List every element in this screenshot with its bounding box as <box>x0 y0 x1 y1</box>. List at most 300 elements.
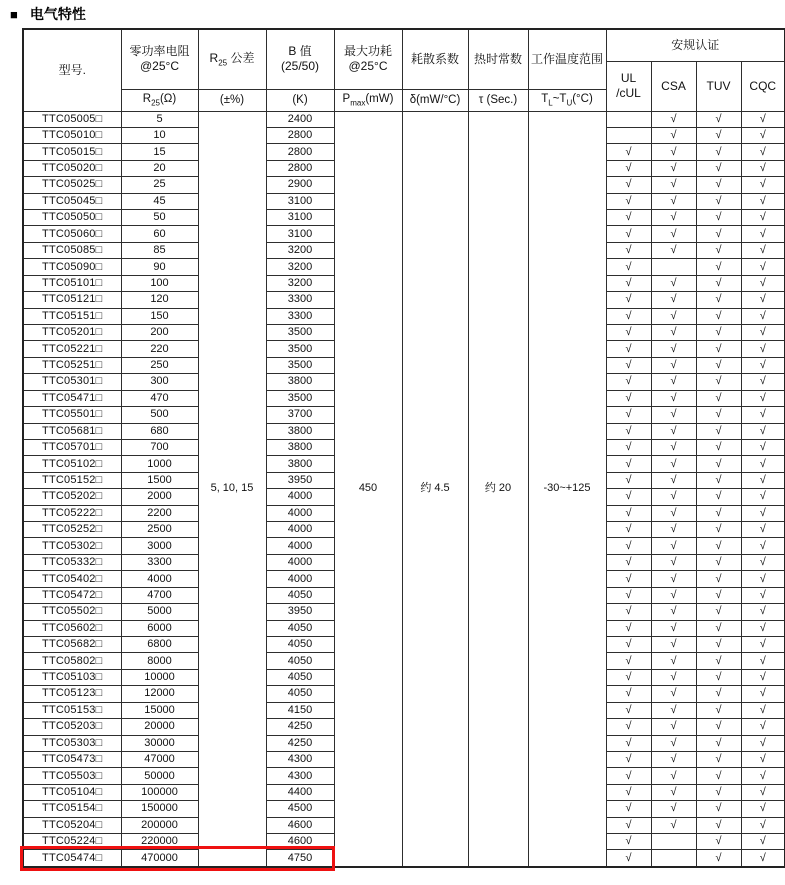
csa-cert-cell: √ <box>651 242 696 258</box>
ul-cert-cell: √ <box>606 505 651 521</box>
model-cell: TTC05222□ <box>23 505 121 521</box>
cqc-cert-cell: √ <box>741 177 785 193</box>
tuv-cert-cell: √ <box>696 439 741 455</box>
csa-cert-cell: √ <box>651 801 696 817</box>
header-cert-tuv: TUV <box>696 61 741 111</box>
tuv-cert-cell: √ <box>696 505 741 521</box>
csa-cert-cell: √ <box>651 554 696 570</box>
b-value-cell: 4600 <box>266 834 334 850</box>
csa-cert-cell: √ <box>651 604 696 620</box>
csa-cert-cell: √ <box>651 472 696 488</box>
b-value-cell: 4300 <box>266 768 334 784</box>
r25-cell: 85 <box>121 242 198 258</box>
ul-cert-cell: √ <box>606 374 651 390</box>
csa-cert-cell: √ <box>651 144 696 160</box>
csa-cert-cell: √ <box>651 423 696 439</box>
ul-cert-cell: √ <box>606 571 651 587</box>
r25-cell: 1000 <box>121 456 198 472</box>
cqc-cert-cell: √ <box>741 653 785 669</box>
ul-cert-cell: √ <box>606 686 651 702</box>
model-cell: TTC05151□ <box>23 308 121 324</box>
csa-cert-cell: √ <box>651 587 696 603</box>
cqc-cert-cell: √ <box>741 390 785 406</box>
ul-cert-cell: √ <box>606 587 651 603</box>
tuv-cert-cell: √ <box>696 275 741 291</box>
ul-cert-cell: √ <box>606 439 651 455</box>
r25-cell: 15000 <box>121 702 198 718</box>
csa-cert-cell: √ <box>651 817 696 833</box>
tuv-cert-cell: √ <box>696 686 741 702</box>
r25-cell: 680 <box>121 423 198 439</box>
csa-cert-cell <box>651 259 696 275</box>
tuv-cert-cell: √ <box>696 801 741 817</box>
cqc-cert-cell: √ <box>741 637 785 653</box>
csa-cert-cell: √ <box>651 439 696 455</box>
model-cell: TTC05701□ <box>23 439 121 455</box>
csa-cert-cell: √ <box>651 374 696 390</box>
model-cell: TTC05152□ <box>23 472 121 488</box>
cqc-cert-cell: √ <box>741 522 785 538</box>
tuv-cert-cell: √ <box>696 554 741 570</box>
b-value-cell: 4050 <box>266 686 334 702</box>
tuv-cert-cell: √ <box>696 719 741 735</box>
r25-cell: 90 <box>121 259 198 275</box>
r25-cell: 300 <box>121 374 198 390</box>
ul-cert-cell: √ <box>606 292 651 308</box>
tuv-cert-cell: √ <box>696 472 741 488</box>
tuv-cert-cell: √ <box>696 604 741 620</box>
b-value-cell: 3100 <box>266 210 334 226</box>
tuv-cert-cell: √ <box>696 127 741 143</box>
csa-cert-cell: √ <box>651 357 696 373</box>
ul-cert-cell: √ <box>606 472 651 488</box>
ul-cert-cell: √ <box>606 357 651 373</box>
model-cell: TTC05153□ <box>23 702 121 718</box>
r25-cell: 150000 <box>121 801 198 817</box>
cqc-cert-cell: √ <box>741 817 785 833</box>
model-cell: TTC05472□ <box>23 587 121 603</box>
b-value-cell: 4500 <box>266 801 334 817</box>
model-cell: TTC05402□ <box>23 571 121 587</box>
ul-cert-cell: √ <box>606 456 651 472</box>
r25-cell: 50000 <box>121 768 198 784</box>
ul-cert-cell: √ <box>606 177 651 193</box>
csa-cert-cell: √ <box>651 177 696 193</box>
csa-cert-cell: √ <box>651 571 696 587</box>
tuv-cert-cell: √ <box>696 177 741 193</box>
tuv-cert-cell: √ <box>696 489 741 505</box>
cqc-cert-cell: √ <box>741 341 785 357</box>
model-cell: TTC05332□ <box>23 554 121 570</box>
r25-cell: 6800 <box>121 637 198 653</box>
model-cell: TTC05101□ <box>23 275 121 291</box>
cqc-cert-cell: √ <box>741 226 785 242</box>
model-cell: TTC05202□ <box>23 489 121 505</box>
tuv-cert-cell: √ <box>696 144 741 160</box>
tuv-cert-cell: √ <box>696 850 741 867</box>
ul-cert-cell: √ <box>606 193 651 209</box>
cqc-cert-cell: √ <box>741 850 785 867</box>
cqc-cert-cell: √ <box>741 834 785 850</box>
tuv-cert-cell: √ <box>696 324 741 340</box>
cqc-cert-cell: √ <box>741 439 785 455</box>
csa-cert-cell: √ <box>651 226 696 242</box>
cqc-cert-cell: √ <box>741 719 785 735</box>
r25-cell: 2000 <box>121 489 198 505</box>
cqc-cert-cell: √ <box>741 604 785 620</box>
ul-cert-cell: √ <box>606 275 651 291</box>
cqc-cert-cell: √ <box>741 357 785 373</box>
b-value-cell: 3800 <box>266 374 334 390</box>
b-value-cell: 3700 <box>266 407 334 423</box>
csa-cert-cell: √ <box>651 127 696 143</box>
csa-cert-cell: √ <box>651 719 696 735</box>
r25-cell: 6000 <box>121 620 198 636</box>
b-value-cell: 3100 <box>266 226 334 242</box>
r25-cell: 120 <box>121 292 198 308</box>
ul-cert-cell: √ <box>606 801 651 817</box>
model-cell: TTC05015□ <box>23 144 121 160</box>
r25-cell: 100 <box>121 275 198 291</box>
b-value-cell: 2900 <box>266 177 334 193</box>
section-title <box>10 4 86 24</box>
header-thermal-time-constant: 热时常数 <box>468 29 528 89</box>
r25-cell: 10 <box>121 127 198 143</box>
model-cell: TTC05005□ <box>23 111 121 127</box>
header-r25-tolerance: $R_{25}$ 公差 <box>198 29 266 89</box>
cqc-cert-cell: √ <box>741 242 785 258</box>
table-header <box>23 29 785 111</box>
ul-cert-cell: √ <box>606 489 651 505</box>
r25-cell: 12000 <box>121 686 198 702</box>
model-cell: TTC05252□ <box>23 522 121 538</box>
model-cell: TTC05602□ <box>23 620 121 636</box>
model-cell: TTC05204□ <box>23 817 121 833</box>
ul-cert-cell: √ <box>606 522 651 538</box>
cqc-cert-cell: √ <box>741 160 785 176</box>
b-value-cell: 3500 <box>266 341 334 357</box>
tuv-cert-cell: √ <box>696 193 741 209</box>
ul-cert-cell: √ <box>606 850 651 867</box>
ul-cert-cell: √ <box>606 768 651 784</box>
tuv-cert-cell: √ <box>696 259 741 275</box>
r25-cell: 10000 <box>121 669 198 685</box>
subheader-tau: τ (Sec.) <box>468 89 528 111</box>
csa-cert-cell: √ <box>651 686 696 702</box>
b-value-cell: 3200 <box>266 275 334 291</box>
model-cell: TTC05104□ <box>23 784 121 800</box>
header-safety-certification: 安规认证 <box>606 29 785 61</box>
csa-cert-cell: √ <box>651 456 696 472</box>
tuv-cert-cell: √ <box>696 702 741 718</box>
header-max-power: 最大功耗 @25°C <box>334 29 402 89</box>
b-value-cell: 2800 <box>266 127 334 143</box>
csa-cert-cell: √ <box>651 735 696 751</box>
tuv-cert-cell: √ <box>696 226 741 242</box>
r25-cell: 60 <box>121 226 198 242</box>
temp-range-merged-cell: -30~+125 <box>528 111 606 867</box>
cqc-cert-cell: √ <box>741 308 785 324</box>
model-cell: TTC05045□ <box>23 193 121 209</box>
cqc-cert-cell: √ <box>741 538 785 554</box>
b-value-cell: 4050 <box>266 587 334 603</box>
tuv-cert-cell: √ <box>696 653 741 669</box>
b-value-cell: 4050 <box>266 669 334 685</box>
tolerance-merged-cell: 5, 10, 15 <box>198 111 266 867</box>
header-cert-ul-cul: UL /cUL <box>606 61 651 111</box>
model-cell: TTC05503□ <box>23 768 121 784</box>
b-value-cell: 2800 <box>266 160 334 176</box>
model-cell: TTC05802□ <box>23 653 121 669</box>
ul-cert-cell: √ <box>606 538 651 554</box>
ul-cert-cell: √ <box>606 751 651 767</box>
ul-cert-cell: √ <box>606 210 651 226</box>
r25-cell: 500 <box>121 407 198 423</box>
ul-cert-cell: √ <box>606 702 651 718</box>
r25-cell: 1500 <box>121 472 198 488</box>
csa-cert-cell: √ <box>651 538 696 554</box>
tuv-cert-cell: √ <box>696 784 741 800</box>
r25-cell: 20000 <box>121 719 198 735</box>
model-cell: TTC05085□ <box>23 242 121 258</box>
b-value-cell: 2800 <box>266 144 334 160</box>
model-cell: TTC05121□ <box>23 292 121 308</box>
cqc-cert-cell: √ <box>741 259 785 275</box>
ul-cert-cell: √ <box>606 226 651 242</box>
header-dissipation-factor: 耗散系数 <box>402 29 468 89</box>
csa-cert-cell: √ <box>651 637 696 653</box>
cqc-cert-cell: √ <box>741 489 785 505</box>
b-value-cell: 3800 <box>266 456 334 472</box>
b-value-cell: 4400 <box>266 784 334 800</box>
cqc-cert-cell: √ <box>741 292 785 308</box>
tuv-cert-cell: √ <box>696 538 741 554</box>
tuv-cert-cell: √ <box>696 111 741 127</box>
tuv-cert-cell: √ <box>696 571 741 587</box>
model-cell: TTC05471□ <box>23 390 121 406</box>
model-cell: TTC05251□ <box>23 357 121 373</box>
ul-cert-cell: √ <box>606 324 651 340</box>
model-cell: TTC05201□ <box>23 324 121 340</box>
r25-cell: 150 <box>121 308 198 324</box>
b-value-cell: 3500 <box>266 324 334 340</box>
title-bullet-icon: ■ <box>10 6 18 22</box>
electrical-characteristics-table <box>22 28 785 868</box>
csa-cert-cell: √ <box>651 210 696 226</box>
cqc-cert-cell: √ <box>741 784 785 800</box>
r25-cell: 220 <box>121 341 198 357</box>
csa-cert-cell <box>651 850 696 867</box>
b-value-cell: 4250 <box>266 719 334 735</box>
b-value-cell: 3500 <box>266 390 334 406</box>
cqc-cert-cell: √ <box>741 193 785 209</box>
b-value-cell: 3800 <box>266 423 334 439</box>
tuv-cert-cell: √ <box>696 341 741 357</box>
model-cell: TTC05224□ <box>23 834 121 850</box>
b-value-cell: 3950 <box>266 472 334 488</box>
ul-cert-cell: √ <box>606 390 651 406</box>
b-value-cell: 4150 <box>266 702 334 718</box>
ul-cert-cell: √ <box>606 259 651 275</box>
tuv-cert-cell: √ <box>696 407 741 423</box>
csa-cert-cell: √ <box>651 292 696 308</box>
csa-cert-cell: √ <box>651 522 696 538</box>
csa-cert-cell: √ <box>651 505 696 521</box>
cqc-cert-cell: √ <box>741 768 785 784</box>
csa-cert-cell <box>651 834 696 850</box>
ul-cert-cell: √ <box>606 160 651 176</box>
header-cert-cqc: CQC <box>741 61 785 111</box>
table-row <box>23 111 785 127</box>
model-cell: TTC05102□ <box>23 456 121 472</box>
dissipation-merged-cell: 约 4.5 <box>402 111 468 867</box>
cqc-cert-cell: √ <box>741 324 785 340</box>
model-cell: TTC05020□ <box>23 160 121 176</box>
cqc-cert-cell: √ <box>741 554 785 570</box>
r25-cell: 47000 <box>121 751 198 767</box>
model-cell: TTC05681□ <box>23 423 121 439</box>
csa-cert-cell: √ <box>651 160 696 176</box>
cqc-cert-cell: √ <box>741 587 785 603</box>
cqc-cert-cell: √ <box>741 210 785 226</box>
cqc-cert-cell: √ <box>741 374 785 390</box>
tuv-cert-cell: √ <box>696 751 741 767</box>
ul-cert-cell: √ <box>606 423 651 439</box>
r25-cell: 470 <box>121 390 198 406</box>
b-value-cell: 4050 <box>266 620 334 636</box>
model-cell: TTC05474□ <box>23 850 121 867</box>
b-value-cell: 4000 <box>266 522 334 538</box>
r25-cell: 3300 <box>121 554 198 570</box>
header-zero-power-resistance: 零功率电阻 @25°C <box>121 29 198 89</box>
header-model: 型号. <box>23 29 121 111</box>
model-cell: TTC05221□ <box>23 341 121 357</box>
b-value-cell: 3300 <box>266 292 334 308</box>
cqc-cert-cell: √ <box>741 111 785 127</box>
section-title-text: 电气特性 <box>29 6 86 22</box>
cqc-cert-cell: √ <box>741 144 785 160</box>
b-value-cell: 3100 <box>266 193 334 209</box>
csa-cert-cell: √ <box>651 620 696 636</box>
tuv-cert-cell: √ <box>696 374 741 390</box>
ul-cert-cell: √ <box>606 817 651 833</box>
tuv-cert-cell: √ <box>696 456 741 472</box>
csa-cert-cell: √ <box>651 768 696 784</box>
r25-cell: 250 <box>121 357 198 373</box>
model-cell: TTC05682□ <box>23 637 121 653</box>
csa-cert-cell: √ <box>651 751 696 767</box>
model-cell: TTC05473□ <box>23 751 121 767</box>
model-cell: TTC05203□ <box>23 719 121 735</box>
subheader-temp: $T_L\sim T_U(^\circ C)$ <box>528 89 606 111</box>
cqc-cert-cell: √ <box>741 620 785 636</box>
r25-cell: 5000 <box>121 604 198 620</box>
csa-cert-cell: √ <box>651 702 696 718</box>
cqc-cert-cell: √ <box>741 505 785 521</box>
ul-cert-cell: √ <box>606 719 651 735</box>
model-cell: TTC05010□ <box>23 127 121 143</box>
subheader-tolerance: (±%) <box>198 89 266 111</box>
r25-cell: 45 <box>121 193 198 209</box>
r25-cell: 200 <box>121 324 198 340</box>
tuv-cert-cell: √ <box>696 522 741 538</box>
cqc-cert-cell: √ <box>741 407 785 423</box>
tau-merged-cell: 约 20 <box>468 111 528 867</box>
ul-cert-cell: √ <box>606 620 651 636</box>
csa-cert-cell: √ <box>651 308 696 324</box>
tuv-cert-cell: √ <box>696 357 741 373</box>
tuv-cert-cell: √ <box>696 817 741 833</box>
model-cell: TTC05501□ <box>23 407 121 423</box>
b-value-cell: 4600 <box>266 817 334 833</box>
csa-cert-cell: √ <box>651 193 696 209</box>
r25-cell: 4700 <box>121 587 198 603</box>
header-operating-temp-range: 工作温度范围 <box>528 29 606 89</box>
csa-cert-cell: √ <box>651 653 696 669</box>
r25-cell: 25 <box>121 177 198 193</box>
model-cell: TTC05060□ <box>23 226 121 242</box>
b-value-cell: 4000 <box>266 489 334 505</box>
b-value-cell: 4000 <box>266 538 334 554</box>
csa-cert-cell: √ <box>651 784 696 800</box>
cqc-cert-cell: √ <box>741 686 785 702</box>
tuv-cert-cell: √ <box>696 292 741 308</box>
csa-cert-cell: √ <box>651 275 696 291</box>
ul-cert-cell <box>606 111 651 127</box>
b-value-cell: 4250 <box>266 735 334 751</box>
model-cell: TTC05154□ <box>23 801 121 817</box>
b-value-cell: 3200 <box>266 242 334 258</box>
r25-cell: 30000 <box>121 735 198 751</box>
csa-cert-cell: √ <box>651 407 696 423</box>
b-value-cell: 3950 <box>266 604 334 620</box>
b-value-cell: 3200 <box>266 259 334 275</box>
table-body <box>23 111 785 867</box>
tuv-cert-cell: √ <box>696 768 741 784</box>
cqc-cert-cell: √ <box>741 423 785 439</box>
b-value-cell: 4050 <box>266 653 334 669</box>
r25-cell: 100000 <box>121 784 198 800</box>
r25-cell: 4000 <box>121 571 198 587</box>
model-cell: TTC05302□ <box>23 538 121 554</box>
r25-cell: 50 <box>121 210 198 226</box>
cqc-cert-cell: √ <box>741 702 785 718</box>
b-value-cell: 4300 <box>266 751 334 767</box>
cqc-cert-cell: √ <box>741 735 785 751</box>
cqc-cert-cell: √ <box>741 127 785 143</box>
ul-cert-cell: √ <box>606 554 651 570</box>
tuv-cert-cell: √ <box>696 834 741 850</box>
b-value-cell: 3500 <box>266 357 334 373</box>
r25-cell: 5 <box>121 111 198 127</box>
b-value-cell: 4000 <box>266 571 334 587</box>
model-cell: TTC05050□ <box>23 210 121 226</box>
r25-cell: 220000 <box>121 834 198 850</box>
b-value-cell: 4750 <box>266 850 334 867</box>
r25-cell: 15 <box>121 144 198 160</box>
r25-cell: 20 <box>121 160 198 176</box>
r25-cell: 3000 <box>121 538 198 554</box>
csa-cert-cell: √ <box>651 324 696 340</box>
tuv-cert-cell: √ <box>696 620 741 636</box>
ul-cert-cell: √ <box>606 407 651 423</box>
b-value-cell: 4000 <box>266 505 334 521</box>
r25-cell: 470000 <box>121 850 198 867</box>
csa-cert-cell: √ <box>651 341 696 357</box>
csa-cert-cell: √ <box>651 111 696 127</box>
model-cell: TTC05123□ <box>23 686 121 702</box>
model-cell: TTC05025□ <box>23 177 121 193</box>
